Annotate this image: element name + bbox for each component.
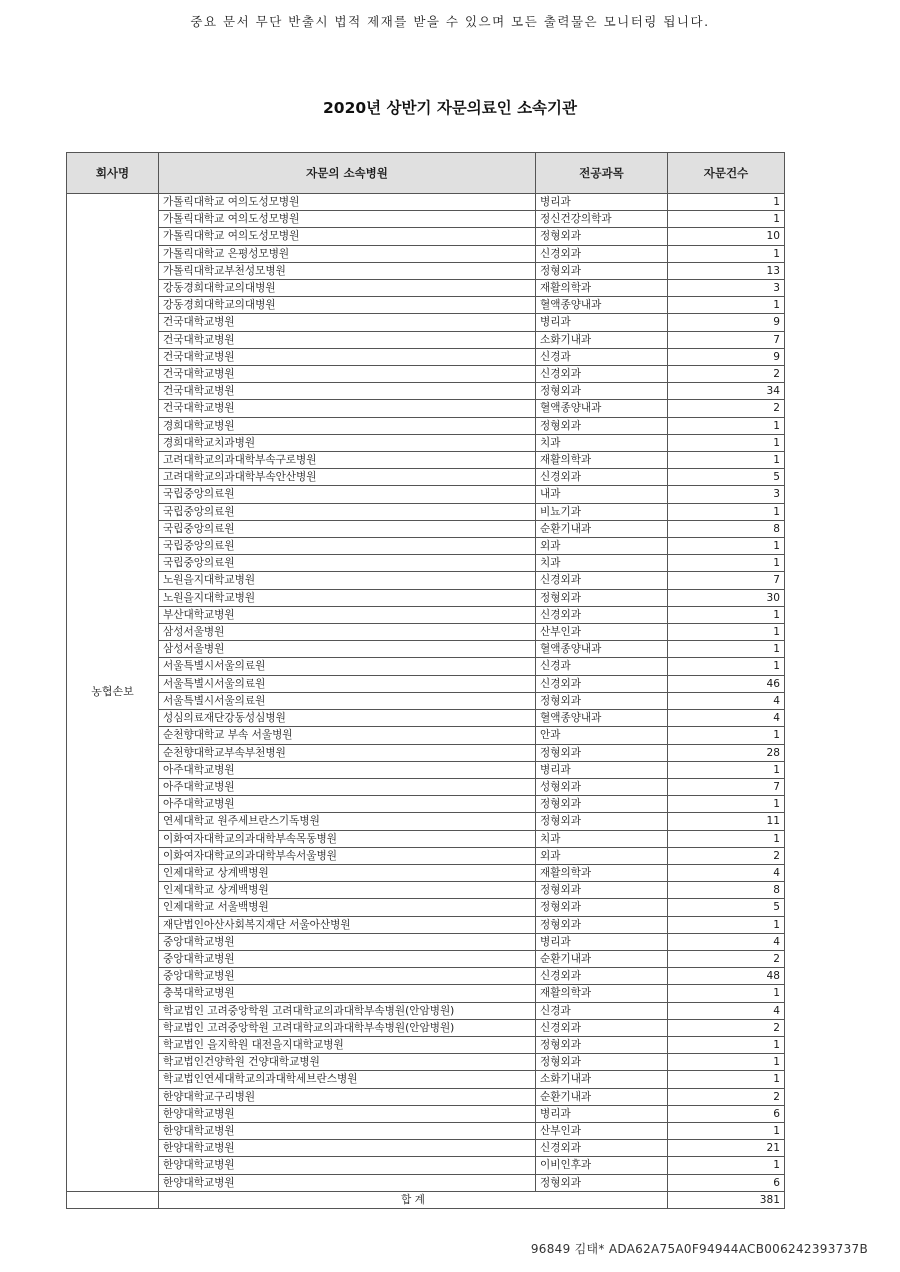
department-cell: 신경외과 <box>536 245 668 262</box>
count-cell: 4 <box>668 864 785 881</box>
department-cell: 정형외과 <box>536 417 668 434</box>
table-row <box>67 761 785 778</box>
hospital-cell: 학교법인건양학원 건양대학교병원 <box>159 1054 536 1071</box>
hospital-cell: 강동경희대학교의대병원 <box>159 297 536 314</box>
hospital-cell: 성심의료재단강동성심병원 <box>159 710 536 727</box>
hospital-cell: 순천향대학교부속부천병원 <box>159 744 536 761</box>
hospital-cell: 순천향대학교 부속 서울병원 <box>159 727 536 744</box>
hospital-cell: 건국대학교병원 <box>159 314 536 331</box>
hospital-cell: 한양대학교병원 <box>159 1122 536 1139</box>
hospital-cell: 경희대학교병원 <box>159 417 536 434</box>
table-row <box>67 1088 785 1105</box>
count-cell: 3 <box>668 280 785 297</box>
table-row <box>67 366 785 383</box>
hospital-cell: 중앙대학교병원 <box>159 968 536 985</box>
footer-watermark: 96849 김태* ADA62A75A0F94944ACB006242393737B <box>530 1242 868 1256</box>
department-cell: 외과 <box>536 538 668 555</box>
department-cell: 산부인과 <box>536 1122 668 1139</box>
table-row <box>67 1122 785 1139</box>
hospital-cell: 재단법인아산사회복지재단 서울아산병원 <box>159 916 536 933</box>
count-cell: 3 <box>668 486 785 503</box>
page-title: 2020년 상반기 자문의료인 소속기관 <box>323 99 577 117</box>
count-cell: 1 <box>668 555 785 572</box>
company-cell: 농협손보 <box>67 194 159 1192</box>
header-count: 자문건수 <box>668 153 785 194</box>
count-cell: 1 <box>668 985 785 1002</box>
hospital-cell: 국립중앙의료원 <box>159 520 536 537</box>
department-cell: 치과 <box>536 555 668 572</box>
hospital-cell: 아주대학교병원 <box>159 778 536 795</box>
table-row <box>67 280 785 297</box>
count-cell: 1 <box>668 434 785 451</box>
department-cell: 신경외과 <box>536 675 668 692</box>
table-row <box>67 262 785 279</box>
count-cell: 11 <box>668 813 785 830</box>
count-cell: 1 <box>668 245 785 262</box>
count-cell: 1 <box>668 503 785 520</box>
hospital-cell: 국립중앙의료원 <box>159 503 536 520</box>
department-cell: 혈액종양내과 <box>536 710 668 727</box>
table-row <box>67 882 785 899</box>
department-cell: 정신건강의학과 <box>536 211 668 228</box>
table-row <box>67 520 785 537</box>
total-label: 합 계 <box>159 1191 668 1208</box>
count-cell: 1 <box>668 538 785 555</box>
header-company: 회사명 <box>67 153 159 194</box>
department-cell: 산부인과 <box>536 624 668 641</box>
department-cell: 이비인후과 <box>536 1157 668 1174</box>
table-row <box>67 606 785 623</box>
total-empty-cell <box>67 1191 159 1208</box>
count-cell: 1 <box>668 1122 785 1139</box>
count-cell: 2 <box>668 950 785 967</box>
hospital-cell: 한양대학교병원 <box>159 1140 536 1157</box>
department-cell: 정형외과 <box>536 744 668 761</box>
department-cell: 병리과 <box>536 194 668 211</box>
hospital-cell: 삼성서울병원 <box>159 641 536 658</box>
count-cell: 4 <box>668 1002 785 1019</box>
count-cell: 4 <box>668 692 785 709</box>
hospital-cell: 서울특별시서울의료원 <box>159 675 536 692</box>
department-cell: 신경외과 <box>536 572 668 589</box>
table-row <box>67 434 785 451</box>
table-row <box>67 297 785 314</box>
hospital-cell: 국립중앙의료원 <box>159 555 536 572</box>
table-row <box>67 658 785 675</box>
hospital-cell: 충북대학교병원 <box>159 985 536 1002</box>
table-body <box>67 194 785 1209</box>
count-cell: 13 <box>668 262 785 279</box>
count-cell: 6 <box>668 1174 785 1191</box>
count-cell: 1 <box>668 1036 785 1053</box>
header-department: 전공과목 <box>536 153 668 194</box>
count-cell: 2 <box>668 1088 785 1105</box>
hospital-cell: 건국대학교병원 <box>159 331 536 348</box>
department-cell: 재활의학과 <box>536 452 668 469</box>
count-cell: 8 <box>668 520 785 537</box>
table-row <box>67 1054 785 1071</box>
table-row <box>67 641 785 658</box>
table-row <box>67 778 785 795</box>
department-cell: 안과 <box>536 727 668 744</box>
hospital-cell: 고려대학교의과대학부속구로병원 <box>159 452 536 469</box>
table-row <box>67 400 785 417</box>
department-cell: 정형외과 <box>536 692 668 709</box>
hospital-cell: 서울특별시서울의료원 <box>159 658 536 675</box>
department-cell: 성형외과 <box>536 778 668 795</box>
department-cell: 신경외과 <box>536 606 668 623</box>
hospital-cell: 고려대학교의과대학부속안산병원 <box>159 469 536 486</box>
department-cell: 정형외과 <box>536 813 668 830</box>
count-cell: 1 <box>668 606 785 623</box>
department-cell: 치과 <box>536 830 668 847</box>
table-row <box>67 589 785 606</box>
hospital-cell: 노원을지대학교병원 <box>159 589 536 606</box>
count-cell: 6 <box>668 1105 785 1122</box>
table-row <box>67 710 785 727</box>
department-cell: 재활의학과 <box>536 864 668 881</box>
hospital-cell: 건국대학교병원 <box>159 400 536 417</box>
department-cell: 정형외과 <box>536 589 668 606</box>
count-cell: 7 <box>668 778 785 795</box>
count-cell: 1 <box>668 830 785 847</box>
hospital-cell: 중앙대학교병원 <box>159 950 536 967</box>
count-cell: 10 <box>668 228 785 245</box>
count-cell: 1 <box>668 194 785 211</box>
count-cell: 2 <box>668 847 785 864</box>
hospital-cell: 학교법인 고려중앙학원 고려대학교의과대학부속병원(안암병원) <box>159 1019 536 1036</box>
department-cell: 소화기내과 <box>536 1071 668 1088</box>
count-cell: 2 <box>668 366 785 383</box>
hospital-cell: 강동경희대학교의대병원 <box>159 280 536 297</box>
hospital-cell: 인제대학교 상계백병원 <box>159 882 536 899</box>
table-row <box>67 985 785 1002</box>
department-cell: 신경과 <box>536 348 668 365</box>
department-cell: 내과 <box>536 486 668 503</box>
department-cell: 외과 <box>536 847 668 864</box>
total-count: 381 <box>668 1191 785 1208</box>
table-row <box>67 417 785 434</box>
department-cell: 소화기내과 <box>536 331 668 348</box>
table-row <box>67 796 785 813</box>
department-cell: 신경외과 <box>536 968 668 985</box>
count-cell: 5 <box>668 469 785 486</box>
hospital-cell: 연세대학교 원주세브란스기독병원 <box>159 813 536 830</box>
monitoring-notice: 중요 문서 무단 반출시 법적 제재를 받을 수 있으며 모든 출력물은 모니터링 됩니다. <box>190 14 710 29</box>
count-cell: 7 <box>668 572 785 589</box>
table-row <box>67 383 785 400</box>
table-row <box>67 950 785 967</box>
department-cell: 재활의학과 <box>536 280 668 297</box>
hospital-cell: 학교법인연세대학교의과대학세브란스병원 <box>159 1071 536 1088</box>
hospital-cell: 인제대학교 서울백병원 <box>159 899 536 916</box>
table-row <box>67 1071 785 1088</box>
total-row <box>67 1191 785 1208</box>
department-cell: 병리과 <box>536 1105 668 1122</box>
department-cell: 신경외과 <box>536 1140 668 1157</box>
table-row <box>67 194 785 211</box>
table-row <box>67 555 785 572</box>
hospital-cell: 가톨릭대학교 여의도성모병원 <box>159 228 536 245</box>
department-cell: 순환기내과 <box>536 520 668 537</box>
table-row <box>67 331 785 348</box>
hospital-cell: 이화여자대학교의과대학부속목동병원 <box>159 830 536 847</box>
department-cell: 병리과 <box>536 314 668 331</box>
count-cell: 1 <box>668 796 785 813</box>
hospital-cell: 이화여자대학교의과대학부속서울병원 <box>159 847 536 864</box>
count-cell: 1 <box>668 211 785 228</box>
count-cell: 1 <box>668 452 785 469</box>
table-row <box>67 538 785 555</box>
hospital-cell: 학교법인 을지학원 대전을지대학교병원 <box>159 1036 536 1053</box>
table-row <box>67 813 785 830</box>
hospital-cell: 가톨릭대학교부천성모병원 <box>159 262 536 279</box>
department-cell: 정형외과 <box>536 1054 668 1071</box>
count-cell: 8 <box>668 882 785 899</box>
count-cell: 1 <box>668 1071 785 1088</box>
hospital-cell: 한양대학교병원 <box>159 1157 536 1174</box>
table-row <box>67 503 785 520</box>
count-cell: 1 <box>668 417 785 434</box>
hospital-cell: 국립중앙의료원 <box>159 538 536 555</box>
table-header-row <box>67 153 785 194</box>
department-cell: 순환기내과 <box>536 1088 668 1105</box>
hospital-cell: 건국대학교병원 <box>159 366 536 383</box>
count-cell: 4 <box>668 710 785 727</box>
table-row <box>67 452 785 469</box>
hospital-cell: 중앙대학교병원 <box>159 933 536 950</box>
department-cell: 병리과 <box>536 933 668 950</box>
hospital-cell: 한양대학교구리병원 <box>159 1088 536 1105</box>
count-cell: 9 <box>668 348 785 365</box>
department-cell: 정형외과 <box>536 882 668 899</box>
department-cell: 정형외과 <box>536 228 668 245</box>
count-cell: 7 <box>668 331 785 348</box>
department-cell: 신경외과 <box>536 1019 668 1036</box>
table-row <box>67 744 785 761</box>
department-cell: 정형외과 <box>536 916 668 933</box>
count-cell: 1 <box>668 727 785 744</box>
hospital-cell: 건국대학교병원 <box>159 348 536 365</box>
count-cell: 1 <box>668 1054 785 1071</box>
hospital-cell: 건국대학교병원 <box>159 383 536 400</box>
department-cell: 정형외과 <box>536 796 668 813</box>
department-cell: 신경외과 <box>536 469 668 486</box>
hospital-cell: 한양대학교병원 <box>159 1174 536 1191</box>
table-row <box>67 348 785 365</box>
hospital-cell: 삼성서울병원 <box>159 624 536 641</box>
department-cell: 정형외과 <box>536 1036 668 1053</box>
table-row <box>67 1174 785 1191</box>
table-row <box>67 486 785 503</box>
advisor-table <box>66 152 785 1209</box>
count-cell: 2 <box>668 400 785 417</box>
table-row <box>67 1157 785 1174</box>
hospital-cell: 아주대학교병원 <box>159 761 536 778</box>
table-row <box>67 968 785 985</box>
table-row <box>67 864 785 881</box>
table-row <box>67 727 785 744</box>
department-cell: 정형외과 <box>536 262 668 279</box>
department-cell: 신경과 <box>536 658 668 675</box>
table-row <box>67 1140 785 1157</box>
table-row <box>67 1036 785 1053</box>
table-row <box>67 899 785 916</box>
count-cell: 1 <box>668 297 785 314</box>
table-row <box>67 469 785 486</box>
department-cell: 재활의학과 <box>536 985 668 1002</box>
hospital-cell: 인제대학교 상계백병원 <box>159 864 536 881</box>
table-row <box>67 847 785 864</box>
table-row <box>67 675 785 692</box>
hospital-cell: 학교법인 고려중앙학원 고려대학교의과대학부속병원(안암병원) <box>159 1002 536 1019</box>
count-cell: 9 <box>668 314 785 331</box>
hospital-cell: 부산대학교병원 <box>159 606 536 623</box>
hospital-cell: 노원을지대학교병원 <box>159 572 536 589</box>
count-cell: 1 <box>668 658 785 675</box>
department-cell: 신경과 <box>536 1002 668 1019</box>
count-cell: 2 <box>668 1019 785 1036</box>
hospital-cell: 서울특별시서울의료원 <box>159 692 536 709</box>
count-cell: 28 <box>668 744 785 761</box>
hospital-cell: 가톨릭대학교 여의도성모병원 <box>159 194 536 211</box>
hospital-cell: 국립중앙의료원 <box>159 486 536 503</box>
department-cell: 정형외과 <box>536 1174 668 1191</box>
count-cell: 1 <box>668 641 785 658</box>
count-cell: 1 <box>668 916 785 933</box>
table-row <box>67 933 785 950</box>
department-cell: 혈액종양내과 <box>536 297 668 314</box>
table-row <box>67 245 785 262</box>
count-cell: 1 <box>668 761 785 778</box>
hospital-cell: 경희대학교치과병원 <box>159 434 536 451</box>
count-cell: 48 <box>668 968 785 985</box>
department-cell: 혈액종양내과 <box>536 400 668 417</box>
count-cell: 1 <box>668 624 785 641</box>
table-row <box>67 1002 785 1019</box>
table-row <box>67 211 785 228</box>
department-cell: 혈액종양내과 <box>536 641 668 658</box>
table-row <box>67 1019 785 1036</box>
count-cell: 30 <box>668 589 785 606</box>
department-cell: 신경외과 <box>536 366 668 383</box>
count-cell: 21 <box>668 1140 785 1157</box>
table-row <box>67 314 785 331</box>
department-cell: 순환기내과 <box>536 950 668 967</box>
count-cell: 46 <box>668 675 785 692</box>
department-cell: 치과 <box>536 434 668 451</box>
department-cell: 정형외과 <box>536 383 668 400</box>
header-hospital: 자문의 소속병원 <box>159 153 536 194</box>
hospital-cell: 가톨릭대학교 여의도성모병원 <box>159 211 536 228</box>
table-row <box>67 624 785 641</box>
table-row <box>67 1105 785 1122</box>
count-cell: 1 <box>668 1157 785 1174</box>
count-cell: 5 <box>668 899 785 916</box>
count-cell: 4 <box>668 933 785 950</box>
hospital-cell: 아주대학교병원 <box>159 796 536 813</box>
table-row <box>67 228 785 245</box>
table-row <box>67 830 785 847</box>
department-cell: 정형외과 <box>536 899 668 916</box>
table-row <box>67 692 785 709</box>
count-cell: 34 <box>668 383 785 400</box>
table-row <box>67 916 785 933</box>
department-cell: 병리과 <box>536 761 668 778</box>
hospital-cell: 가톨릭대학교 은평성모병원 <box>159 245 536 262</box>
table-row <box>67 572 785 589</box>
hospital-cell: 한양대학교병원 <box>159 1105 536 1122</box>
department-cell: 비뇨기과 <box>536 503 668 520</box>
